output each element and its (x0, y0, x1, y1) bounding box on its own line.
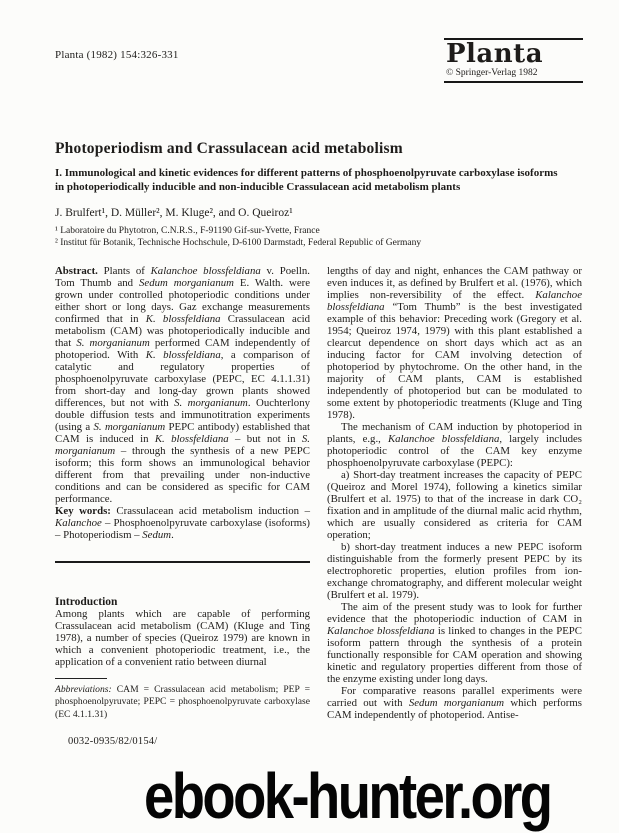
introduction-paragraph: Among plants which are capable of performing Crassulacean acid metabolism (CAM) (Kluge and Ting 1978), a number of species (Queiroz 1979) are known in which a convenient photoperiodic treatment, i.e., the application of a convenient ratio between diurnal (55, 608, 310, 668)
body-paragraph-2: The mechanism of CAM induction by photoperiod in plants, e.g., Kalanchoe blossfeldiana, largely includes photoperiodic control of the CAM key enzyme phosphoenolpyruvate carboxylase (PEPC): (327, 421, 582, 469)
fee-code: 0032-0935/82/0154/ (68, 735, 158, 747)
body-paragraph-6: For comparative reasons parallel experiments were carried out with Sedum morganianum which performs CAM independently of photoperiod. Antise- (327, 685, 583, 721)
section-divider (55, 561, 310, 563)
planta-logo (444, 38, 583, 83)
authors-line: J. Brulfert¹, D. Müller², M. Kluge², and O. Queiroz¹ (55, 207, 293, 219)
affiliation-1: ¹ Laboratoire du Phytotron, C.N.R.S., F-91190 Gif-sur-Yvette, France (55, 226, 320, 236)
article-title: Photoperiodism and Crassulacean acid metabolism (55, 140, 403, 157)
subtitle-line-2: in photoperiodically inducible and non-inducible Crassulacean acid metabolism plants (55, 180, 461, 193)
right-column (327, 265, 582, 748)
journal-reference: Planta (1982) 154:326-331 (55, 49, 179, 61)
keywords-paragraph: Key words: Crassulacean acid metabolism induction – Kalanchoe – Phosphoenolpyruvate carboxylase (isoforms) – Photoperiodism – Sedum. (55, 505, 310, 541)
footnote-text: Abbreviations: CAM = Crassulacean acid metabolism; PEP = phosphoenolpyruvate; PEPC = phosphoenolpyruvate carboxylase (EC 4.1.1.31) (55, 684, 310, 720)
body-paragraph-3: a) Short-day treatment increases the capacity of PEPC (Queiroz and Morel 1974), following a kinetics similar (Brulfert et al. 1975) to that of the increase in dark CO₂ fixation and in amplitude of the diurnal malic acid rhythm, which are usually considered as criteria for CAM operation; (327, 469, 582, 541)
planta-logo-title: Planta (446, 39, 544, 69)
abstract-paragraph: Abstract. Plants of Kalanchoe blossfeldiana v. Poelln. Tom Thumb and Sedum morganianum E. Walth. were grown under controlled photoperiodic conditions under either short or long days. Gaz exchange measurements confirmed that in K. blossfeldiana Crassulacean acid metabolism (CAM) was photoperiodically inducible and that S. morganianum performed CAM independently of photoperiod. With K. blossfeldiana, a comparison of catalytic and regulatory properties of phosphoenolpyruvate carboxylase (PEPC, EC 4.1.1.31) from short-day and long-day grown plants showed differences, but not with S. morganianum. Ouchterlony double diffusion tests and immunotitration experiments (using a S. morganianum PEPC antibody) established that CAM is induced in K. blossfeldiana – but not in S. morganianum – through the synthesis of a new PEPC isoform; this form shows an immunological behavior different from that prevailing under non-inductive conditions and can be considered as specific for CAM performance. (55, 265, 311, 505)
subtitle-line-1: I. Immunological and kinetic evidences for different patterns of phosphoenolpyruvate carboxylase isoforms (55, 167, 558, 179)
article-subtitle (55, 167, 584, 194)
body-paragraph-1: lengths of day and night, enhances the CAM pathway or even induces it, as defined by Brulfert et al. (1976), which implies non-reversibility of the effect. Kalanchoe blossfeldiana “Tom Thumb” is the best investigated example of this behavior: Preceding work (Gregory et al. 1954; Queiroz 1974, 1979) with this plant established a clearcut dependence on short days which act as an inducing factor for CAM involving detection of photoperiod by phytochrome. On the other hand, in the majority of CAM plants, CAM is established independently of photoperiod but can be modulated to some extent by photoperiodic treatments (Kluge and Ting 1978). (327, 265, 582, 421)
two-column-body (55, 265, 584, 748)
body-paragraph-4: b) short-day treatment induces a new PEPC isoform distinguishable from the formerly present PEPC by its electrophoretic properties, elution profiles from ion-exchange chromatography, and different molecular weight (Brulfert et al. 1979). (327, 541, 582, 601)
affiliations (55, 225, 584, 249)
affiliation-2: ² Institut für Botanik, Technische Hochschule, D-6100 Darmstadt, Federal Republic of Germany (55, 238, 422, 248)
left-column (55, 265, 310, 748)
body-paragraph-5: The aim of the present study was to look for further evidence that the photoperiodic induction of CAM in Kalanchoe blossfeldiana is linked to changes in the PEPC isoform pattern through the synthesis of a protein functionally responsible for CAM operation and showing kinetic and regulatory properties different from those of the enzyme existing under long days. (327, 601, 583, 685)
introduction-heading: Introduction (55, 596, 118, 608)
footnote-divider (55, 678, 107, 679)
abbreviations-footnote (55, 678, 310, 721)
watermark-text: ebook-hunter.org (144, 760, 551, 832)
springer-copyright: © Springer-Verlag 1982 (446, 68, 538, 78)
page-header (55, 38, 584, 80)
